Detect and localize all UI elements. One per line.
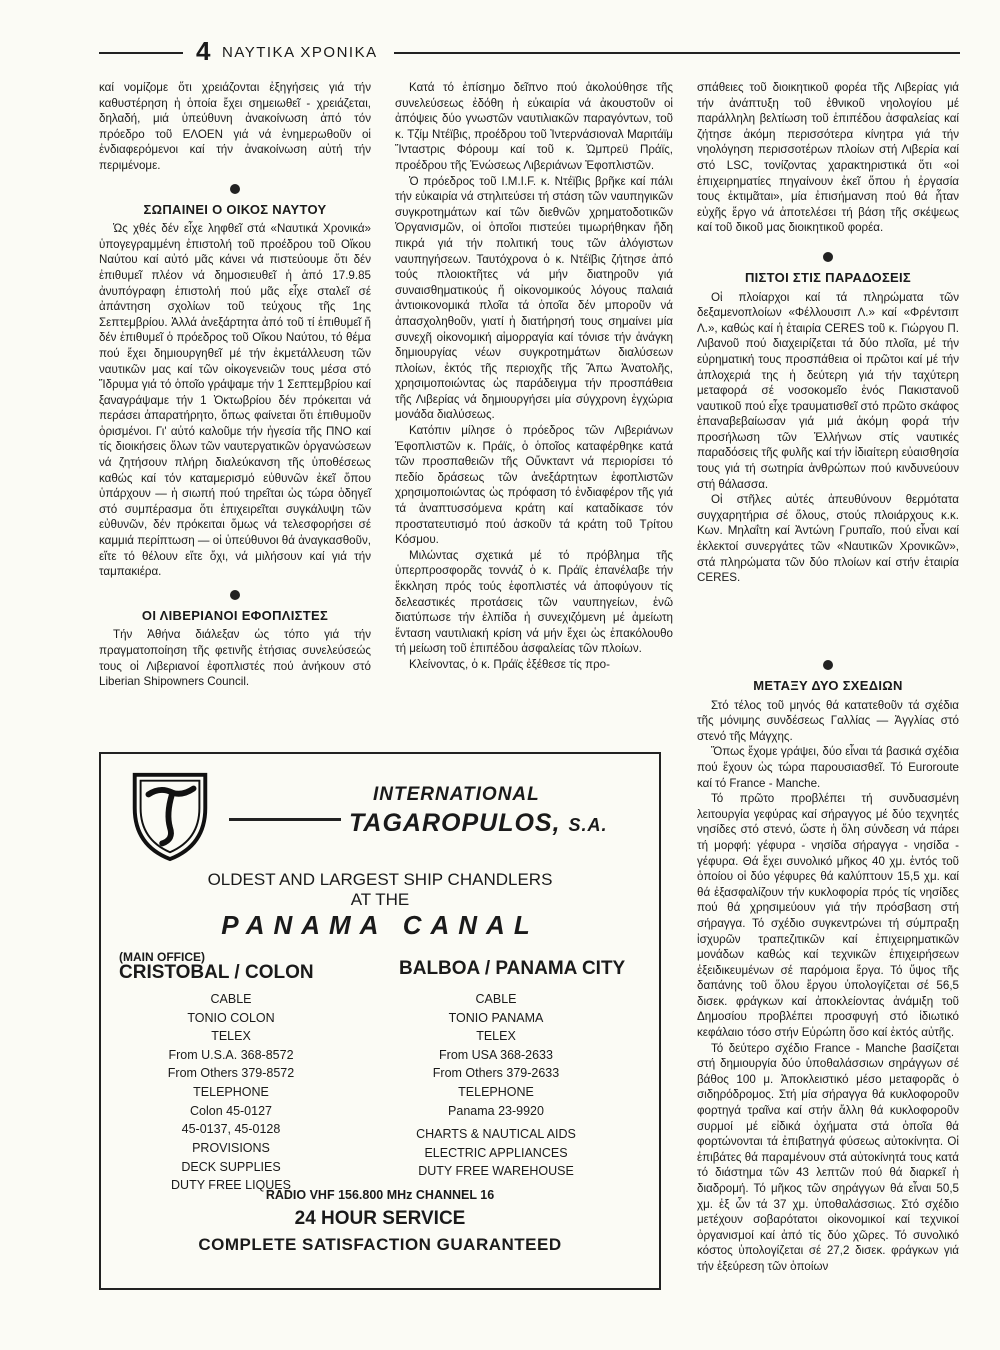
bullet-icon — [230, 590, 240, 600]
bullet-icon — [230, 184, 240, 194]
ad-company-name: TAGAROPULOS, S.A. — [349, 809, 608, 837]
ad-radio: RADIO VHF 156.800 MHz CHANNEL 16 — [265, 1188, 495, 1202]
section-title-traditions: ΠΙΣΤΟΙ ΣΤΙΣ ΠΑΡΑΔΟΣΕΙΣ — [744, 269, 912, 285]
column-2 — [395, 80, 673, 673]
paragraph: Στό τέλος τοῦ μηνός θά κατατεθοῦν τά σχέδια τῆς μόνιμης συνδέσεως Γαλλίας — Ἀγγλίας στό στενό τῆς Μάγχης. — [697, 698, 959, 743]
paragraph: Κατά τό ἐπίσημο δεῖπνο πού ἀκολούθησε τῆς συνελεύσεως ἐδόθη ἡ εὐκαιρία νά ἀκουστοῦν οἱ ἀπόψεις δύο γνωστῶν ναυτιλιακῶν παραγόντων, τοῦ κ. Τζίμ Ντέϊβις, προέδρου τοῦ Ἰντερνάσιοναλ Μαριτάϊμ Ἴνταστρις Φόρουμ καί τοῦ κ. Ὠμπρεϋ Πράϊς, προέδρου τῆς Ἑνώσεως Λιβεριάνων Ἐφοπλιστῶν. — [395, 81, 673, 172]
ad-contact-right: CABLE TONIO PANAMA TELEX From USA 368-2633 From Others 379-2633 TELEPHONE Panama 23-9920 — [432, 992, 560, 1118]
section-title-liberian: ΟΙ ΛΙΒΕΡΙΑΝΟΙ ΕΦΟΠΛΙΣΤΕΣ — [141, 607, 329, 623]
ad-satisfaction: COMPLETE SATISFACTION GUARANTEED — [198, 1235, 562, 1254]
ad-services-left: PROVISIONS DECK SUPPLIES DUTY FREE LIQUES — [171, 1141, 291, 1193]
paragraph: Τό πρῶτο προβλέπει τή συνδυασμένη λειτουργία γεφύρας καί σήραγγος μέ δύο τεχνητές νησίδες στό στενό, ὥστε ἡ ὅλη σύνδεση νά πάρει τή μορφή: γέφυρα - νησίδα σήραγγα - νησίδα - γέφυρα. Θά ἔχει συνολικό μῆκος 40 χμ. ἐντός τοῦ ὁποίου οἱ δύο γέφυρες θά καλύπτουν 15,5 χμ. καί θά ἐξασφαλίζουν τήν κυκλοφορία πρός τίς νησίδες πού θά χρησιμεύουν γιά τήν πρόσβαση στή σήραγγα. Τό σχέδιο συγκεντρώνει τή σύμπραξη ἰσχυρῶν τραπεζιτικῶν καί ἐπιχειρηματικῶν μονάδων καθώς καί τεχνικῶν ἐπιχειρήσεων ἐξειδικευμένων σέ παρόμοια ἔργα. Τό ὕψος τῆς δαπάνης τοῦ ὅλου ἔργου ὑπολογίζεται σέ 56,5 δισεκ. φράγκων καί ἀποκλείοντας ἀνάμιξη τοῦ Δημοσίου προβλέπει προσφυγή στό ἰδιωτικό κεφάλαιο τόσο στήν Εὐρώπη ὅσο καί ἐκτός αὐτῆς. — [697, 792, 959, 1040]
section-title-two-plans: ΜΕΤΑΞΥ ΔΥΟ ΣΧΕΔΙΩΝ — [753, 678, 903, 693]
section-title-oikos: ΣΩΠΑΙΝΕΙ Ο ΟΙΚΟΣ ΝΑΥΤΟΥ — [143, 201, 327, 217]
publication-name: ΝΑΥΤΙΚΑ ΧΡΟΝΙΚΑ — [222, 44, 378, 61]
paragraph: Ὁ πρόεδρος τοῦ I.M.I.F. κ. Ντέϊβις βρῆκε καί πάλι τήν εὐκαιρία νά στηλιτεύσει τή στάση τῶν ναυπηγικῶν συγκροτημάτων καί τῶν διεθνῶν χρηματοδοτικῶν Ὀργανισμῶν, οἱ ὁποῖοι πιστεύει τιμωρήθηκαν ἤδη πικρά γιά τήν πολιτική τους τῶν ἀλόγιστων ναυπηγήσεων. Ταυτόχρονα ὁ κ. Ντέϊβις ζήτησε ἀπό τούς πλοιοκτῆτες νά μήν διατηροῦν γιά συναισθηματικούς ἤ οἰκονομικούς λόγους παλαιά ἀντιοικονομικά πλοῖα τά ὁποῖα δέν μποροῦν νά ἀπασχοληθοῦν, γιατί ἡ διατήρησή τους σημαίνει μία συνεχῆ οἰκονομική αἱμορραγία καί τόνισε τήν ἀνάγκη δημιουργίας νέων συγκροτημάτων διαλύσεων πλοίων, ἐκτός τῆς περιοχῆς τῆς Ἄπω Ἀνατολῆς, χρησιμοποιώντας ὡς παράδειγμα τήν προσπάθεια τῆς Λιβερίας νά δημιουργήσει μία σύγχρονη ἐγχώρια μονάδα διαλύσεως. — [395, 174, 673, 422]
paragraph: Μιλώντας σχετικά μέ τό πρόβλημα τῆς ὑπερπροσφορᾶς τοννάζ ὁ κ. Πράϊς ἐπανέλαβε τήν ἔκκληση πρός τούς ἐφοπλιστές νά ἀποφύγουν τίς δελεαστικές προτάσεις τῶν ναυπηγείων, ἐνῶ διατύπωσε τήν ἐλπίδα ἡ συνεχιζόμενη μέ ἀμείωτη ἔνταση ναυτιλιακή κρίση νά μήν ἔχει ὡς ἐπακόλουθο τή μείωση τοῦ ἐπιπέδου ἀσφαλείας τῶν πλοίων. — [395, 548, 673, 656]
column-3-lower — [697, 660, 959, 1275]
column-1 — [99, 80, 371, 690]
paragraph: Κλείνοντας, ὁ κ. Πράϊς ἐξέθεσε τίς προ- — [409, 657, 610, 671]
ad-panama-canal: PANAMA CANAL — [221, 910, 539, 940]
bullet-icon — [823, 252, 833, 262]
ad-city-balboa: BALBOA / PANAMA CITY — [399, 958, 626, 979]
header-rule-left — [99, 52, 183, 54]
ad-city-cristobal: CRISTOBAL / COLON — [119, 962, 314, 983]
page-number: 4 — [196, 36, 211, 66]
ad-name-rule — [229, 818, 341, 821]
paragraph: σπάθειες τοῦ διοικητικοῦ φορέα τῆς Λιβερίας γιά τήν ἀνάπτυξη τοῦ ἐθνικοῦ νηολογίου μέ παράλληλη βελτίωση τοῦ ἐπιπέδου ἀσφαλείας καί ζήτησε ἀκόμη περισσότερα κίνητρα γιά τήν νηολόγηση περισσοτέρων πλοίων στή Λιβερία καί στό LSC, τονίζοντας χαρακτηριστικά ὅτι «οἱ ἐπιχειρηματίες πηγαίνουν ἐκεῖ ὅπου ἡ ἐργασία τους ἐκτιμᾶται», μία ἐπισήμανση πού θά ἦταν εὐχῆς ἔργο νά ἀποτελέσει τή βάση τῆς σκέψεως καί τοῦ δικοῦ μας διοικητικοῦ φορέα. — [697, 81, 959, 235]
tagaropulos-logo-icon — [121, 764, 219, 864]
paragraph: Ὅπως ἔχομε γράψει, δύο εἶναι τά βασικά σχέδια πού ἔχουν ὡς τώρα παρουσιασθεῖ. Τό Euroroute καί τό France - Manche. — [697, 745, 959, 790]
ad-main-office: (MAIN OFFICE) — [119, 950, 205, 964]
intro-paragraph: καί νομίζομε ὅτι χρειάζονται ἐξηγήσεις γιά τήν καθυστέρηση ἡ ὁποία ἔχει σημειωθεῖ - χρειάζεται, δηλαδή, μιά ὑπεύθυνη ἀνακοίνωση ἀπό τόν πρόεδρο τοῦ ΕΛΟΕΝ γιά νά ἐνημερωθοῦν οἱ ἐνδιαφερόμενοι καί τήν ἀνακοίνωση αὐτή τήν περιμένομε. — [99, 81, 371, 172]
ad-24-hour-service: 24 HOUR SERVICE — [294, 1208, 466, 1229]
ad-services-right: CHARTS & NAUTICAL AIDS ELECTRIC APPLIANCES DUTY FREE WAREHOUSE — [416, 1127, 576, 1179]
ad-contact-left: CABLE TONIO COLON TELEX From U.S.A. 368-8572 From Others 379-8572 TELEPHONE Colon 45-0127 45-0137, 45-0128 — [167, 992, 295, 1137]
column-3-upper — [697, 80, 959, 586]
header-rule-right — [394, 52, 960, 54]
bullet-icon — [823, 660, 833, 670]
section-text-liberian: Τήν Ἀθήνα διάλεξαν ὡς τόπο γιά τήν πραγματοποίηση τῆς φετινῆς ἐτήσιας συνελεύσεώς τους οἱ Λιβεριανοί ἐφοπλιστές πού ἀνήκουν στό Liberian Shipowners Council. — [99, 628, 371, 689]
paragraph: Οἱ πλοίαρχοι καί τά πληρώματα τῶν δεξαμενοπλοίων «Φέλλουσιπ Λ.» καί «Φρέντσιπ Λ.», καθώς καί ἡ ἑταιρία CERES τοῦ κ. Γιώργου Π. Λιβανοῦ πού διαχειρίζεται τά δύο πλοῖα, μέ τήν εὐρηματική τους προσπάθεια οἱ πρῶτοι καί μέ τήν ἀπλοχεριά της ἡ δεύτερη γιά τήν ταχύτερη μεταφορά σέ νοσοκομεῖο ἑνός Πακιστανοῦ ναυτικοῦ πού εἶχε τραυματισθεῖ στό πρῶτο σκάφος ἐπαναβεβαίωσαν γιά μιά ἀκόμη φορά τήν προσήλωση τῶν Ἑλλήνων στίς ναυτικές παραδόσεις τῆς φυλῆς καί τήν ἰδιαίτερη εὐαισθησία τους γιά τή σωτηρία ἀνθρώπων πού κινδυνεύουν στή θάλασσα. — [697, 290, 959, 491]
tagaropulos-advertisement — [99, 752, 661, 1290]
paragraph: Οἱ στῆλες αὐτές ἀπευθύνουν θερμότατα συγχαρητήρια σέ ὅλους, στούς πλοιάρχους κ.κ. Κων. Μηλαΐτη καί Ἀντώνη Γρυπαῖο, πού εἶναι καί ἐκλεκτοί συνεργάτες τῶν «Ναυτικῶν Χρονικῶν», στά πληρώματα τῶν δύο πλοίων καί στήν ἑταιρία CERES. — [697, 493, 959, 585]
ad-tagline: OLDEST AND LARGEST SHIP CHANDLERS AT THE — [207, 870, 553, 909]
ad-international: INTERNATIONAL — [373, 784, 540, 805]
section-text-oikos: Ὡς χθές δέν εἶχε ληφθεῖ στά «Ναυτικά Χρονικά» ὑπογεγραμμένη ἐπιστολή τοῦ προέδρου τοῦ Οἴκου Ναύτου καί αὐτό μᾶς κάνει νά πιστεύουμε ὅτι δέν ἐπιθυμεῖ πλέον νά δημοσιευθεῖ ἡ ἀπό 17.9.85 ἀνυπόγραφη ἐπιστολή πού μᾶς εἶχε σταλεῖ σέ ἀπάντηση σχολίων τοῦ τεύχους τῆς 1ης Σεπτεμβρίου. Ἀλλά ἀνεξάρτητα ἀπό τοῦ τί ἐπιθυμεῖ ἤ δέν ἐπιθυμεῖ ὁ πρόεδρος τοῦ Οἴκου Ναύτου, τό θέμα πού ἔχει δημιουργηθεῖ μέ τήν ἐκμετάλλευση τῶν ναυτικῶν μας καί τῶν οἰκογενειῶν τους μέσα στό Ἵδρυμα γιά τό ὁποῖο γράψαμε τήν 1 Σεπτεμβρίου καί ξαναγράψαμε τήν 1 Ὀκτωβρίου δέν πρόκειται νά περάσει ἀπαρατήρητο, ὅπως φαίνεται ὅτι ἐπιθυμοῦν ὁρισμένοι. Γι' αὐτό καλοῦμε τήν ἡγεσία τῆς ΠΝΟ καί τίς διοικήσεις ὅλων τῶν ναυτεργατικῶν ὀργανώσεων νά ζητήσουν πλήρη διαλεύκανση τῆς ὑποθέσεως καθώς καί τόν καταμερισμό εὐθυνῶν ἐκεῖ ὅπου ὑπάρχουν — ἡ σιωπή πού τηρεῖται ὡς τώρα ὁδηγεῖ στό συμπέρασμα ὅτι ἐπιχειρεῖται συγκάλυψη τῶν εὐθυνῶν, δέν πρόκειται ὅμως νά τελεσφορήσει σέ καμμιά περίπτωση — οἱ ὑπεύθυνοι θά ἀναγκασθοῦν, εἴτε τό θέλουν εἴτε ὄχι, νά μιλήσουν καί γιά τήν ταμπακιέρα. — [99, 222, 371, 579]
paragraph: Τό δεύτερο σχέδιο France - Manche βασίζεται στή δημιουργία δύο ὑποθαλάσσιων σηράγγων σέ βάθος 100 μ. Ἀποκλειστικό μέσο μεταφορᾶς ὁ σιδηρόδρομος. Στή μία σήραγγα θά κυκλοφοροῦν φορτηγά τραῖνα καί στήν ἄλλη θά κυκλοφοροῦν συρμοί μέ εἰδικά ὀχήματα στά ὁποῖα θά φορτώνονται τά ἐπιβατηγά φύσεως αὐτοκίνητα. Οἱ ἐπιβάτες θά παραμένουν στά αὐτοκίνητά τους κατά τό διάστημα τῶν 43 λεπτῶν πού θά διαρκεῖ ἡ διαδρομή. Τό μῆκος τῶν σηράγγων θά εἶναι 50,5 χμ. ἐξ ὧν τά 37 χμ. ὑποθαλάσσιως. Στό σχέδιο μετέχουν σοβαρότατοι οἰκονομικοί καί τεχνικοί ὀργανισμοί καί ἀπό τίς δύο χῶρες. Τό συνολικό κόστος ὑπολογίζεται σέ 27,2 δισεκ. φράγκων γιά τήν ἐξεύρεση τῶν ὁποίων — [697, 1041, 959, 1273]
paragraph: Κατόπιν μίλησε ὁ πρόεδρος τῶν Λιβεριάνων Ἐφοπλιστῶν κ. Πράϊς, ὁ ὁποῖος καταφέρθηκε κατά τῶν προσπαθειῶν τῆς Οὔνκταντ νά περιορίσει τό πεδίο δράσεως τῶν ἀνεξάρτητων ἐφοπλιστῶν χρησιμοποιώντας ὡς πρόφαση τό ἐνδιαφέρον τῆς γιά τά ἀναπτυσσόμενα κράτη καί καταδίκασε τόν προστατευτισμό πού ἀσκοῦν τά κράτη τοῦ Τρίτου Κόσμου. — [395, 424, 673, 547]
